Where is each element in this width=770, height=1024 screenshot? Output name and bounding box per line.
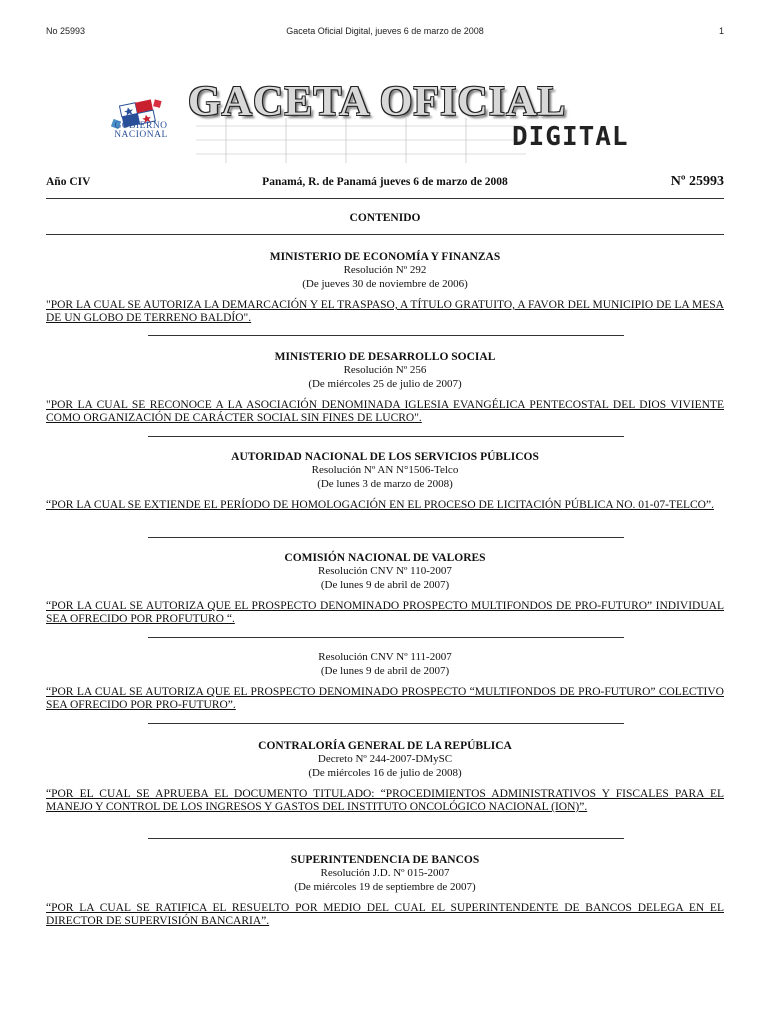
divider — [148, 537, 624, 538]
contents-entry — [46, 651, 724, 712]
gobierno-nacional-label — [96, 122, 186, 140]
entry-date: (De lunes 9 de abril de 2007) — [320, 664, 450, 677]
contents-entry — [46, 450, 724, 512]
entry-resolution: Resolución CNV Nº 110-2007 — [318, 565, 452, 577]
entry-date: (De jueves 30 de noviembre de 2006) — [302, 277, 468, 290]
entry-organization: MINISTERIO DE DESARROLLO SOCIAL — [274, 351, 496, 363]
gov-label-line1: GOBIERNO — [114, 121, 168, 131]
running-header — [46, 26, 724, 38]
contents-entry — [46, 853, 724, 928]
gaceta-oficial-title: GACETA OFICIAL — [188, 79, 567, 125]
entry-resolution: Resolución CNV Nº 111-2007 — [318, 651, 452, 663]
place-date: Panamá, R. de Panamá jueves 6 de marzo de 2008 — [262, 176, 508, 188]
contents-entry — [46, 551, 724, 626]
entry-title-link[interactable]: “POR LA CUAL SE RATIFICA EL RESUELTO POR MEDIO DEL CUAL EL SUPERINTENDENTE DE BANCOS DELEGA EN EL DIRECTOR DE SUPERVISIÓN BANCARIA”. — [46, 902, 724, 927]
contents-entry — [46, 739, 724, 814]
gov-label-line2: NACIONAL — [114, 130, 168, 140]
contents-entry — [46, 350, 724, 425]
entry-date: (De miércoles 19 de septiembre de 2007) — [294, 880, 476, 893]
divider — [148, 723, 624, 724]
divider — [148, 637, 624, 638]
divider — [46, 198, 724, 199]
entry-organization: COMISIÓN NACIONAL DE VALORES — [284, 552, 486, 564]
entry-resolution: Resolución Nº 256 — [343, 364, 427, 376]
entry-organization: AUTORIDAD NACIONAL DE LOS SERVICIOS PÚBLICOS — [231, 451, 539, 463]
entry-resolution: Resolución J.D. Nº 015-2007 — [320, 867, 450, 879]
entry-title-link[interactable]: “POR LA CUAL SE AUTORIZA QUE EL PROSPECTO DENOMINADO PROSPECTO MULTIFONDOS DE PRO-FUTURO” INDIVIDUAL SEA OFRECIDO POR PROFUTURO “. — [46, 600, 724, 625]
entry-organization: CONTRALORÍA GENERAL DE LA REPÚBLICA — [258, 740, 512, 752]
year-label: Año CIV — [46, 176, 91, 188]
issue-number-header: No 25993 — [46, 26, 86, 36]
entry-date: (De miércoles 25 de julio de 2007) — [308, 377, 462, 390]
divider — [148, 335, 624, 336]
entry-title-link[interactable]: "POR LA CUAL SE AUTORIZA LA DEMARCACIÓN Y EL TRASPASO, A TÍTULO GRATUITO, A FAVOR DEL MUNICIPIO DE LA MESA DE UN GLOBO DE TERRENO BALDÍO". — [46, 299, 724, 324]
entry-resolution: Resolución Nº 292 — [343, 264, 427, 276]
entry-title-link[interactable]: "POR LA CUAL SE RECONOCE A LA ASOCIACIÓN DENOMINADA IGLESIA EVANGÉLICA PENTECOSTAL DEL DIOS VIVIENTE COMO ORGANIZACIÓN DE CARÁCTER SOCIAL SIN FINES DE LUCRO". — [46, 399, 724, 424]
gazette-date-header: Gaceta Oficial Digital, jueves 6 de marzo de 2008 — [286, 26, 484, 36]
contents-heading: CONTENIDO — [349, 212, 421, 224]
divider — [148, 838, 624, 839]
entry-date: (De lunes 9 de abril de 2007) — [320, 578, 450, 591]
entry-date: (De lunes 3 de marzo de 2008) — [317, 477, 453, 490]
entry-organization: SUPERINTENDENCIA DE BANCOS — [290, 854, 480, 866]
entry-title-link[interactable]: “POR LA CUAL SE AUTORIZA QUE EL PROSPECTO DENOMINADO PROSPECTO “MULTIFONDOS DE PRO-FUTURO” COLECTIVO SEA OFRECIDO POR PRO-FUTURO”. — [46, 686, 724, 711]
dateline — [46, 176, 724, 194]
entry-organization: MINISTERIO DE ECONOMÍA Y FINANZAS — [269, 251, 501, 263]
entry-date: (De miércoles 16 de julio de 2008) — [308, 766, 462, 779]
digital-subtitle: DIGITAL — [512, 122, 629, 152]
page-number: 1 — [718, 26, 724, 36]
entry-title-link[interactable]: “POR EL CUAL SE APRUEBA EL DOCUMENTO TITULADO: “PROCEDIMIENTOS ADMINISTRATIVOS Y FISCALES PARA EL MANEJO Y CONTROL DE LOS INGRESOS Y GASTOS DEL INSTITUTO ONCOLÓGICO NACIONAL (ION)”. — [46, 788, 724, 813]
contents-entry — [46, 250, 724, 325]
entry-title-link[interactable]: “POR LA CUAL SE EXTIENDE EL PERÍODO DE HOMOLOGACIÓN EN EL PROCESO DE LICITACIÓN PÚBLICA NO. 01-07-TELCO”. — [46, 499, 714, 511]
masthead — [96, 78, 656, 168]
divider — [148, 436, 624, 437]
divider — [46, 234, 724, 235]
issue-number: Nº 25993 — [670, 174, 724, 189]
entry-resolution: Decreto Nº 244-2007-DMySC — [317, 753, 453, 765]
entry-resolution: Resolución Nº AN N°1506-Telco — [311, 464, 459, 476]
